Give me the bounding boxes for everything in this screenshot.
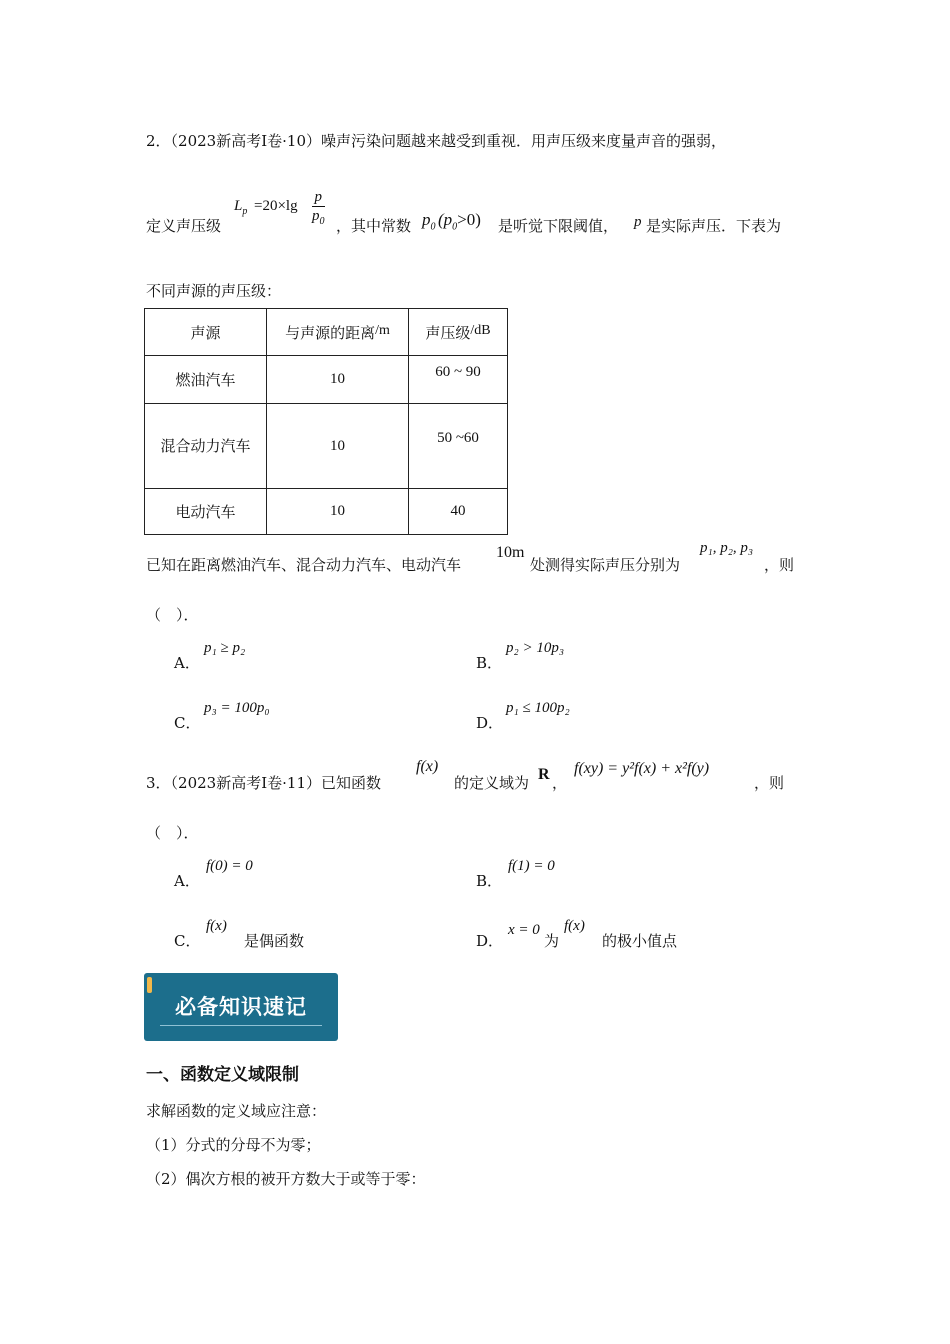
q2-option-c-expr: p₃ = 100p₀ bbox=[204, 700, 270, 716]
q3-option-d-expr2: f(x) bbox=[564, 918, 585, 934]
q2-option-d-expr: p₁ ≤ 100p₂ bbox=[506, 700, 570, 716]
table-header-level: 声压级/dB bbox=[409, 309, 508, 356]
table-header-distance: 与声源的距离/m bbox=[267, 309, 409, 356]
q3-answer-paren: （ ）． bbox=[146, 824, 199, 842]
q2-answer-paren: （ ）． bbox=[146, 606, 199, 624]
q3-option-c-expr: f(x) bbox=[206, 918, 227, 934]
table-header-source: 声源 bbox=[145, 309, 267, 356]
q2-option-b-expr: p₂ > 10p₃ bbox=[506, 640, 565, 656]
section-item: （1）分式的分母不为零； bbox=[146, 1136, 321, 1154]
q3-option-d-text: 为 bbox=[544, 932, 560, 950]
q2-formula-eq: =20×lg bbox=[254, 198, 298, 214]
banner-title: 必备知识速记 bbox=[175, 995, 307, 1019]
section-banner bbox=[144, 973, 338, 1041]
table-cell: 60 ~ 90 bbox=[409, 356, 508, 404]
section-intro: 求解函数的定义域应注意： bbox=[146, 1102, 327, 1120]
q3-stem-line: 3．（2023新高考Ⅰ卷·11）已知函数 f(x) 的定义域为 R ， f(xy) = y²f(x) + x²f(y) ，则 bbox=[146, 758, 785, 792]
q2-option-b-label[interactable]: B． bbox=[476, 654, 503, 672]
table-row bbox=[145, 356, 508, 404]
q3-option-c-label[interactable]: C． bbox=[174, 932, 201, 950]
section-heading: 一、函数定义域限制 bbox=[146, 1065, 299, 1085]
sound-level-table bbox=[144, 308, 508, 535]
q2-mid-text: ，其中常数 bbox=[336, 217, 412, 235]
table-cell: 10 bbox=[267, 404, 409, 489]
q3-option-d-label[interactable]: D． bbox=[476, 932, 504, 950]
q3-option-a-expr: f(0) = 0 bbox=[206, 858, 253, 874]
q2-option-a-label[interactable]: A． bbox=[174, 654, 200, 672]
q2-tail-text: 是听觉下限阈值， bbox=[498, 217, 619, 235]
q3-option-b-label[interactable]: B． bbox=[476, 872, 503, 890]
q3-option-b-expr: f(1) = 0 bbox=[508, 858, 555, 874]
q2-const-condition: $(p_0>0)$ bbox=[438, 210, 481, 233]
q3-option-c-text: 是偶函数 bbox=[244, 932, 305, 950]
table-cell: 混合动力汽车 bbox=[145, 404, 267, 489]
banner-underline bbox=[160, 1025, 322, 1026]
q2-option-a-expr: p₁ ≥ p₂ bbox=[204, 640, 246, 656]
table-cell: 燃油汽车 bbox=[145, 356, 267, 404]
q2-option-d-label[interactable]: D． bbox=[476, 714, 504, 732]
q2-formula-lhs: $L_p$ bbox=[234, 198, 248, 217]
q2-p-var: p bbox=[634, 214, 642, 230]
q2-stem-line3: 不同声源的声压级： bbox=[146, 282, 282, 300]
q2-def-prefix: 定义声压级 bbox=[146, 217, 222, 235]
table-cell: 电动汽车 bbox=[145, 489, 267, 535]
table-cell: 10 bbox=[267, 489, 409, 535]
q3-option-d-text2: 的极小值点 bbox=[602, 932, 678, 950]
q2-stem-line1: 2．（2023新高考Ⅰ卷·10）噪声污染问题越来越受到重视．用声压级来度量声音的强弱， bbox=[146, 132, 727, 150]
q2-const-p0: $p_0$ bbox=[422, 210, 436, 233]
q2-tail-text2: 是实际声压．下表为 bbox=[646, 217, 782, 235]
q2-formula-fraction: $\frac{p}{p_0}$ bbox=[312, 189, 325, 227]
table-cell: 10 bbox=[267, 356, 409, 404]
table-row bbox=[145, 489, 508, 535]
table-row bbox=[145, 404, 508, 489]
q3-option-d-expr: x = 0 bbox=[508, 922, 540, 938]
table-cell: 50 ~60 bbox=[409, 404, 508, 489]
table-cell: 40 bbox=[409, 489, 508, 535]
section-item: （2）偶次方根的被开方数大于或等于零： bbox=[146, 1170, 426, 1188]
q2-after-table-line: 已知在距离燃油汽车、混合动力汽车、电动汽车 10m 处测得实际声压分别为 p₁, p₂, p₃ ，则 bbox=[146, 540, 795, 574]
q2-option-c-label[interactable]: C． bbox=[174, 714, 201, 732]
q3-option-a-label[interactable]: A． bbox=[174, 872, 200, 890]
